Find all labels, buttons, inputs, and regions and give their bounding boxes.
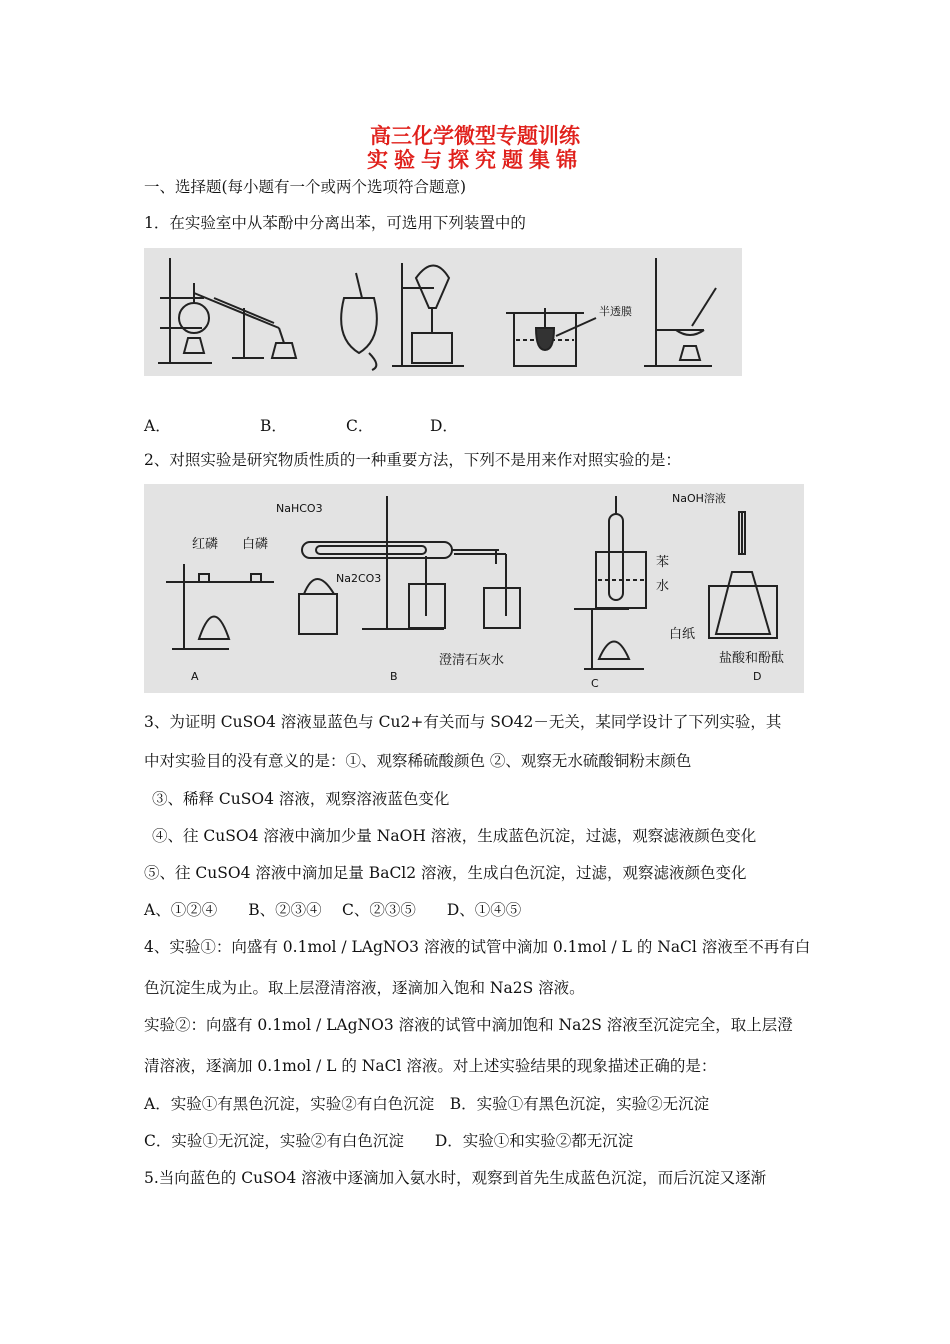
q4-options-cd: C．实验①无沉淀，实验②有白色沉淀 D．实验①和实验②都无沉淀	[144, 1132, 634, 1150]
section-heading: 一、选择题(每小题有一个或两个选项符合题意)	[144, 178, 467, 196]
white-phosphorus-label: 白磷	[242, 537, 269, 552]
fig-label-c: C	[591, 677, 599, 690]
q4-line4: 清溶液，逐滴加 0.1mol / L 的 NaCl 溶液。对上述实验结果的现象描述正确的是：	[144, 1057, 717, 1075]
q3-line1: 3、为证明 CuSO4 溶液显蓝色与 Cu2+有关而与 SO42－无关，某同学设计了下列实验，其	[144, 713, 782, 731]
q3-line2: 中对实验目的没有意义的是：①、观察稀硫酸颜色 ②、观察无水硫酸铜粉末颜色	[144, 752, 692, 770]
nahco3-label: NaHCO3	[276, 502, 323, 515]
benzene-label: 苯	[656, 555, 670, 570]
q3-options: A、①②④ B、②③④ C、②③⑤ D、①④⑤	[144, 901, 522, 919]
q2-apparatus-figure	[144, 484, 804, 693]
q5-line1: 5.当向蓝色的 CuSO4 溶液中逐滴加入氨水时，观察到首先生成蓝色沉淀，而后沉淀又逐渐	[144, 1169, 767, 1187]
red-phosphorus-label: 红磷	[192, 537, 219, 552]
q3-line4: ④、往 CuSO4 溶液中滴加少量 NaOH 溶液，生成蓝色沉淀，过滤，观察滤液颜色变化	[152, 827, 757, 845]
water-label: 水	[656, 579, 670, 594]
q1-option-c: C．	[346, 417, 374, 435]
q2-apparatus-drawing	[144, 484, 804, 693]
page-subtitle: 实验与探究题集锦	[367, 148, 583, 172]
hcl-phenolphthalein-label: 盐酸和酚酞	[719, 651, 785, 666]
q1-option-a: A．	[144, 417, 171, 435]
q4-line1: 4、实验①：向盛有 0.1mol / LAgNO3 溶液的试管中滴加 0.1mol / L 的 NaCl 溶液至不再有白	[144, 938, 811, 956]
na2co3-label: Na2CO3	[336, 572, 382, 585]
page-title: 高三化学微型专题训练	[370, 124, 580, 148]
white-paper-label: 白纸	[669, 627, 696, 642]
membrane-label: 半透膜	[599, 305, 632, 318]
q4-line3: 实验②：向盛有 0.1mol / LAgNO3 溶液的试管中滴加饱和 Na2S 溶液至沉淀完全，取上层澄	[144, 1016, 793, 1034]
q1-stem: 1．在实验室中从苯酚中分离出苯，可选用下列装置中的	[144, 214, 526, 232]
q1-option-b: B．	[260, 417, 287, 435]
q1-option-d: D．	[430, 417, 458, 435]
q3-line3: ③、稀释 CuSO4 溶液，观察溶液蓝色变化	[152, 790, 450, 808]
fig-label-a: A	[191, 670, 199, 683]
q4-line2: 色沉淀生成为止。取上层澄清溶液，逐滴加入饱和 Na2S 溶液。	[144, 979, 585, 997]
fig-label-b: B	[390, 670, 398, 683]
q3-line5: ⑤、往 CuSO4 溶液中滴加足量 BaCl2 溶液，生成白色沉淀，过滤，观察滤液颜色变化	[144, 864, 747, 882]
q2-stem: 2、对照实验是研究物质性质的一种重要方法，下列不是用来作对照实验的是：	[144, 451, 681, 469]
limewater-label: 澄清石灰水	[439, 653, 505, 668]
fig-label-d: D	[753, 670, 762, 683]
q1-apparatus-figure	[144, 248, 742, 376]
q1-apparatus-drawing	[144, 248, 742, 376]
naoh-label: NaOH溶液	[672, 492, 726, 505]
q4-options-ab: A．实验①有黑色沉淀，实验②有白色沉淀 B．实验①有黑色沉淀，实验②无沉淀	[144, 1095, 710, 1113]
